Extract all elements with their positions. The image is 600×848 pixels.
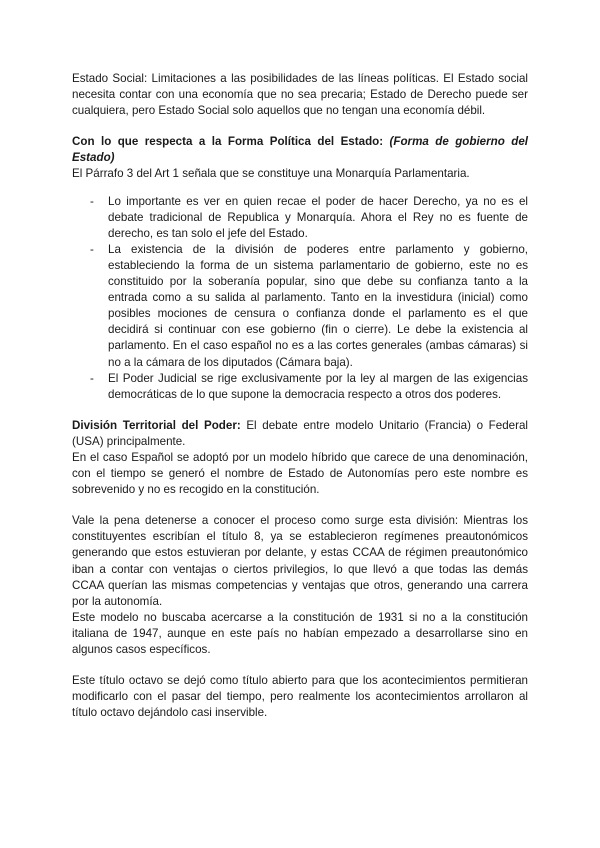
- bullet-text: Lo importante es ver en quien recae el poder de hacer Derecho, ya no es el debate tradicional de Republica y Monarquía. Ahora el Rey no es fuente de derecho, es tan solo el jefe del Estado.: [108, 194, 528, 240]
- division-territorial-heading: [72, 418, 528, 450]
- division-territorial-paragraph-3: Este modelo no buscaba acercarse a la constitución de 1931 si no a la constitución italiana de 1947, aunque en este país no habían empezado a desarrollarse sino en algunos casos específicos.: [72, 610, 528, 656]
- bullet-text: La existencia de la división de poderes entre parlamento y gobierno, estableciendo la forma de un sistema parlamentario de gobierno, este no es constituido por la soberanía popular, sino que debe su confianza tanto a la entrada como a su salida al parlamento. Tanto en la investidura (inicial) como posibles mociones de censura o confianza donde el parlamento es el que decidirá si continuar con ese gobierno (fin o cierre). Le debe la existencia al parlamento. En el caso español no es a las cortes generales (ambas cámaras) si no a la cámara de los diputados (Cámara baja).: [108, 242, 528, 369]
- forma-politica-heading-italic: (Forma de gobierno del Estado): [72, 135, 528, 165]
- bullet-dash: -: [90, 371, 94, 385]
- forma-politica-text: El Párrafo 3 del Art 1 señala que se constituye una Monarquía Parlamentaria.: [72, 167, 470, 181]
- forma-politica-heading: [72, 134, 528, 166]
- forma-politica-bullet-list: [72, 194, 528, 403]
- division-territorial-heading-bold: División Territorial del Poder:: [72, 418, 241, 432]
- bullet-text: El Poder Judicial se rige exclusivamente por la ley al margen de las exigencias democráticas de lo que supone la democracia respecto a otros dos poderes.: [108, 371, 528, 401]
- division-territorial-heading-rest: El debate entre modelo Unitario (Francia) o Federal (USA) principalmente.: [72, 418, 528, 448]
- list-item: [72, 194, 528, 242]
- intro-paragraph: Estado Social: Limitaciones a las posibilidades de las líneas políticas. El Estado social necesita contar con una economía que no sea precaria; Estado de Derecho puede ser cualquiera, pero Estado Social solo aquellos que no tengan una economía débil.: [72, 72, 528, 118]
- division-territorial-paragraph-2: Vale la pena detenerse a conocer el proceso como surge esta división: Mientras los constituyentes escribían el título 8, ya se establecieron regímenes preautonómicos generando que estos estuvieran por delante, y estas CCAA de régimen preautonómico iban a contar con ventajas o ciertos privilegios, lo que llevó a que todas las demás CCAA querían las mismas competencias y ventajas que otros, generando una carrera por la autonomía.: [72, 514, 528, 608]
- forma-politica-heading-bold: Con lo que respecta a la Forma Política del Estado:: [72, 135, 384, 149]
- bullet-dash: -: [90, 242, 94, 256]
- division-territorial-paragraph-4: Este título octavo se dejó como título abierto para que los acontecimientos permitieran modificarlo con el pasar del tiempo, pero realmente los acontecimientos arrollaron al título octavo dejándolo casi inservible.: [72, 674, 528, 720]
- bullet-dash: -: [90, 194, 94, 208]
- division-territorial-paragraph-1: En el caso Español se adoptó por un modelo híbrido que carece de una denominación, con el tiempo se generó el nombre de Estado de Autonomías pero este nombre es sobrevenido y no es recogido en la constitución.: [72, 450, 528, 497]
- document-body: [72, 71, 528, 721]
- list-item: [72, 242, 528, 371]
- list-item: [72, 371, 528, 403]
